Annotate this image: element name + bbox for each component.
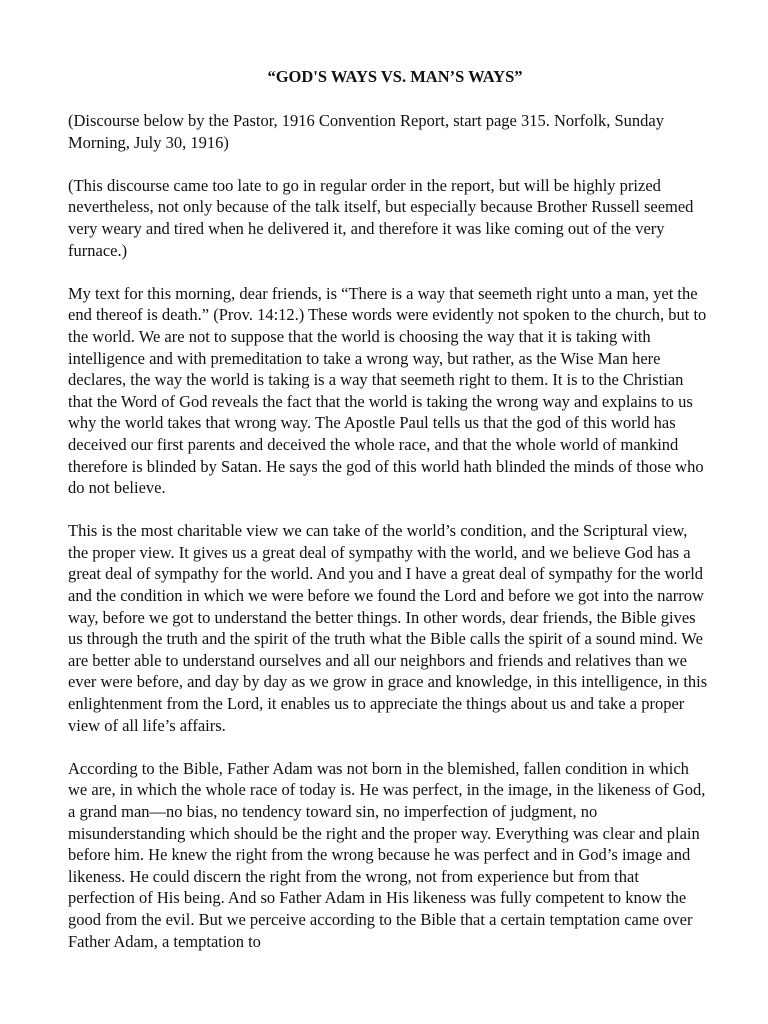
paragraph-text-intro: My text for this morning, dear friends, is “There is a way that seemeth right unto a man, yet the end thereof is death.” (Prov. 14:12.) These words were evidently not spoken to the church, but to the world. We are not to suppose that the world is choosing the way that it is taking with intelligence and with premeditation to take a wrong way, but rather, as the Wise Man here declares, the way the world is taking is a way that seemeth right to them. It is to the Christian that the Word of God reveals the fact that the world is taking the wrong way and explains to us why the world takes that wrong way. The Apostle Paul tells us that the god of this world has deceived our first parents and deceived the whole race, and that the whole world of mankind therefore is blinded by Satan. He says the god of this world hath blinded the minds of those who do not believe. xyxy=(68,283,707,498)
paragraph-father-adam: According to the Bible, Father Adam was not born in the blemished, fallen condition in which we are, in which the whole race of today is. He was perfect, in the image, in the likeness of God, a grand man—no bias, no tendency toward sin, no imperfection of judgment, no misunderstanding which should be the right and the proper way. Everything was clear and plain before him. He knew the right from the wrong because he was perfect and in God’s image and likeness. He could discern the right from the wrong, not from experience but from that perfection of His being. And so Father Adam in His likeness was fully competent to know the good from the evil. But we perceive according to the Bible that a certain temptation came over Father Adam, a temptation to xyxy=(68,758,706,951)
paragraph-charitable-view: This is the most charitable view we can take of the world’s condition, and the Scriptural view, the proper view. It gives us a great deal of sympathy with the world, and we believe God has a great deal of sympathy for the world. And you and I have a great deal of sympathy for the world and the condition in which we were before we found the Lord and before we got into the narrow way, before we got to understand the better things. In other words, dear friends, the Bible gives us through the truth and the spirit of the truth what the Bible calls the spirit of a sound mind. We are better able to understand ourselves and all our neighbors and friends and relatives than we ever were before, and day by day as we grow in grace and knowledge, in this intelligence, in this enlightenment from the Lord, it enables us to appreciate the things about us and take a proper view of all life’s affairs. xyxy=(68,521,708,735)
paragraph-editor-note: (This discourse came too late to go in regular order in the report, but will be highly prized nevertheless, not only because of the talk itself, but especially because Brother Russell seemed very weary and tired when he delivered it, and therefore it was like coming out of the very furnace.) xyxy=(68,175,694,260)
paragraph-source-note: (Discourse below by the Pastor, 1916 Convention Report, start page 315. Norfolk, Sunday Morning, July 30, 1916) xyxy=(68,111,664,152)
document-title: “GOD'S WAYS VS. MAN’S WAYS” xyxy=(267,67,523,86)
